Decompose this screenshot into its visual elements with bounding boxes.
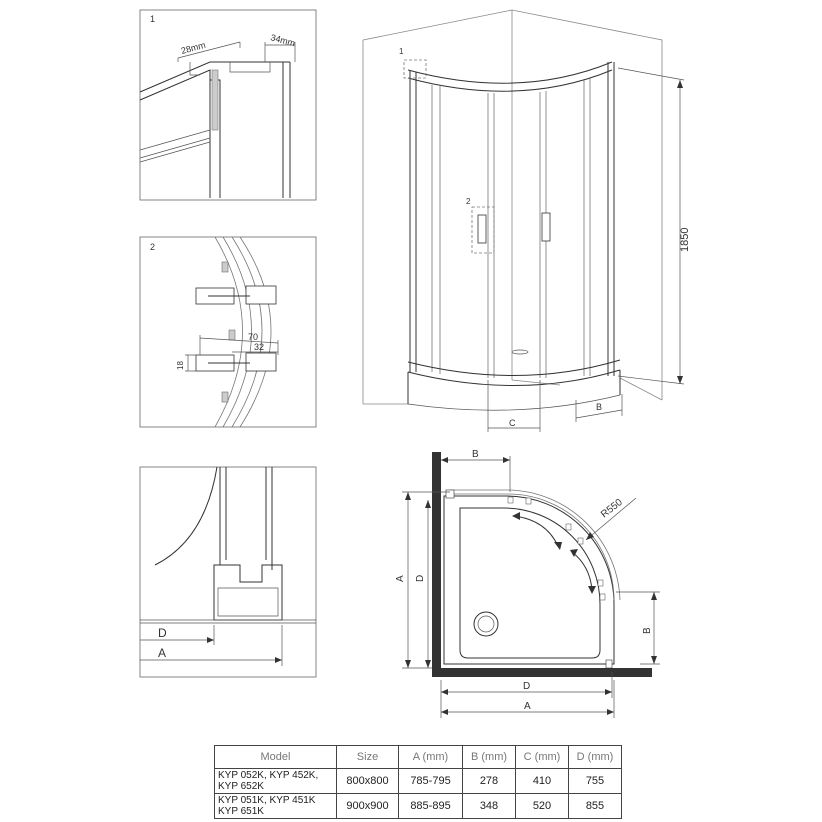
cell-a: 885-895 — [399, 794, 463, 819]
header-size: Size — [337, 746, 399, 769]
dim-32: 32 — [254, 342, 265, 352]
detail-1-number: 1 — [150, 14, 156, 24]
header-a: A (mm) — [399, 746, 463, 769]
dim-34mm: 34mm — [269, 32, 297, 49]
plan-radius: R550 — [599, 496, 625, 521]
header-model: Model — [215, 746, 337, 769]
cell-size: 900x900 — [337, 794, 399, 819]
cell-b: 278 — [463, 769, 516, 794]
cell-c: 410 — [516, 769, 569, 794]
dim-18: 18 — [176, 361, 185, 370]
spec-table — [214, 745, 622, 819]
plan-label-b-top: B — [472, 449, 479, 460]
elevation-view — [363, 10, 691, 432]
cell-b: 348 — [463, 794, 516, 819]
plan-label-d-left: D — [415, 574, 426, 582]
cell-a: 785-795 — [399, 769, 463, 794]
model-line-1: KYP 051K, KYP 451K — [218, 795, 316, 806]
detail-1-panel — [140, 10, 316, 200]
plan-label-d-bottom: D — [523, 681, 531, 692]
cell-c: 520 — [516, 794, 569, 819]
detail3-label-d: D — [158, 626, 167, 640]
plan-label-b-right: B — [642, 627, 653, 634]
cell-size: 800x800 — [337, 769, 399, 794]
plan-view — [395, 449, 660, 718]
elevation-callout-1: 1 — [399, 47, 404, 56]
elevation-callout-2: 2 — [466, 197, 471, 206]
table-row — [215, 769, 622, 794]
detail-2-panel — [140, 237, 316, 427]
model-line-2: KYP 652K — [218, 781, 264, 792]
plan-label-a-bottom: A — [524, 701, 531, 712]
header-d: D (mm) — [569, 746, 622, 769]
cell-d: 755 — [569, 769, 622, 794]
model-line-1: KYP 052K, KYP 452K, — [218, 770, 319, 781]
dim-height-1850: 1850 — [679, 227, 691, 252]
detail3-label-a: A — [158, 646, 167, 660]
table-header-row — [215, 746, 622, 769]
cell-d: 855 — [569, 794, 622, 819]
model-line-2: KYP 651K — [218, 806, 264, 817]
dim-28mm: 28mm — [179, 39, 207, 56]
detail-2-number: 2 — [150, 242, 156, 252]
dim-70: 70 — [248, 332, 259, 342]
cell-model — [215, 794, 337, 819]
elevation-label-c: C — [509, 418, 516, 428]
detail-3-panel — [140, 467, 316, 677]
table-row — [215, 794, 622, 819]
header-c: C (mm) — [516, 746, 569, 769]
header-b: B (mm) — [463, 746, 516, 769]
elevation-label-b: B — [596, 402, 603, 412]
plan-label-a-left: A — [395, 575, 406, 582]
cell-model — [215, 769, 337, 794]
